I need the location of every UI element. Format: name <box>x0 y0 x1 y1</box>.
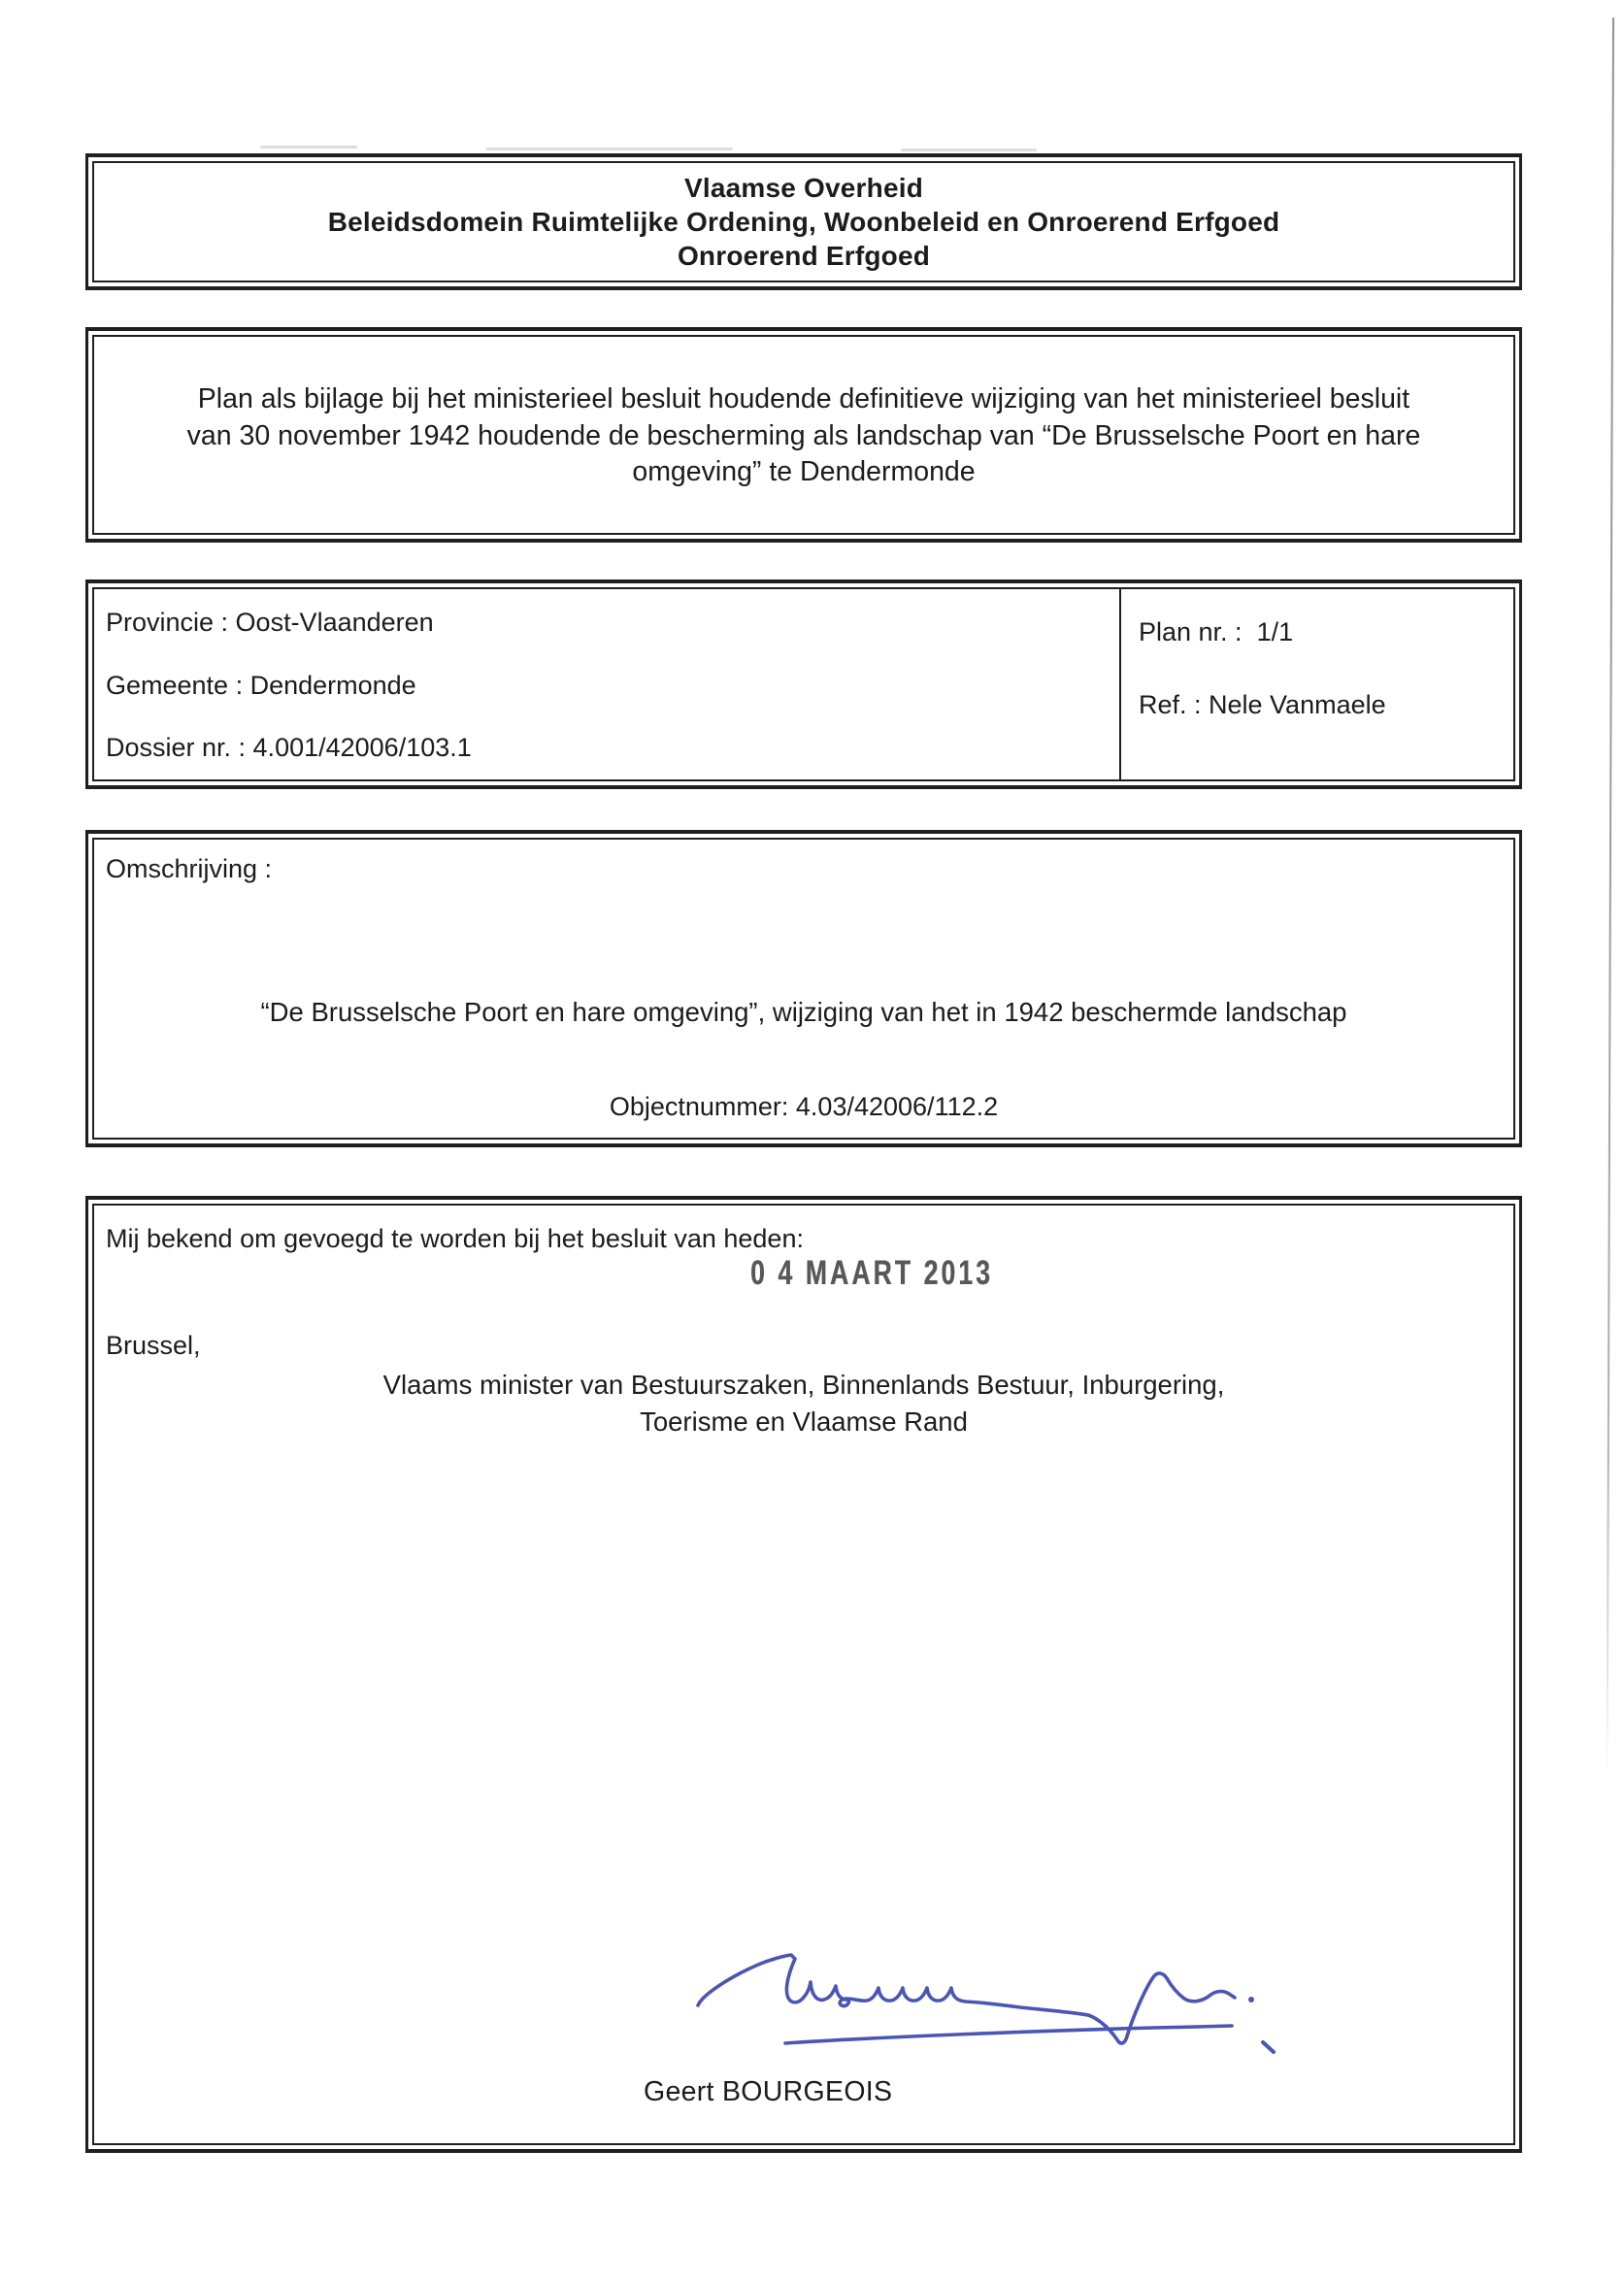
detail-dossier-nr: Dossier nr. : 4.001/42006/103.1 <box>106 733 472 762</box>
header-line-3: Onroerend Erfgoed <box>677 241 931 271</box>
plan-title-line-2: van 30 november 1942 houdende de bescherming als landschap van “De Brusselsche Poort en hare <box>186 419 1421 451</box>
details-box <box>85 579 1522 789</box>
signing-box-inner <box>92 1204 1515 2145</box>
plan-title-line-1: Plan als bijlage bij het ministerieel besluit houdende definitieve wijziging van het ministerieel besluit <box>197 383 1410 414</box>
detail-provincie: Provincie : Oost-Vlaanderen <box>106 608 434 637</box>
header-line-1: Vlaamse Overheid <box>684 173 923 203</box>
date-stamp: 0 4 MAART 2013 <box>750 1254 994 1293</box>
place-brussel: Brussel, <box>106 1331 201 1360</box>
scan-smudge <box>260 146 357 149</box>
omschrijving-box <box>85 830 1522 1147</box>
details-right-column <box>1119 589 1513 779</box>
minister-title-line-1: Vlaams minister van Bestuurszaken, Binnenlands Bestuur, Inburgering, <box>382 1370 1225 1400</box>
header-box <box>85 153 1522 290</box>
objectnummer: Objectnummer: 4.03/42006/112.2 <box>609 1092 999 1121</box>
bekend-intro-text: Mij bekend om gevoegd te worden bij het besluit van heden: <box>106 1224 804 1253</box>
omschrijving-description: “De Brusselsche Poort en hare omgeving”, wijziging van het in 1942 beschermde landschap <box>260 997 1347 1027</box>
signature-scribble <box>669 1945 1300 2069</box>
scan-smudge <box>485 148 733 150</box>
detail-plan-nr: Plan nr. : 1/1 <box>1139 617 1294 646</box>
scan-smudge <box>901 149 1037 151</box>
omschrijving-label: Omschrijving : <box>106 854 273 883</box>
plan-title-box <box>85 327 1522 543</box>
minister-title-line-2: Toerisme en Vlaamse Rand <box>640 1406 968 1437</box>
header-line-2: Beleidsdomein Ruimtelijke Ordening, Woonbeleid en Onroerend Erfgoed <box>327 207 1280 237</box>
omschrijving-box-inner <box>92 838 1515 1140</box>
scan-artifact-line <box>1607 17 1614 1779</box>
details-left-column <box>94 589 1119 779</box>
minister-title <box>94 1367 1513 1440</box>
signatory-name: Geert BOURGEOIS <box>644 2076 893 2107</box>
header-box-inner <box>92 161 1515 282</box>
detail-gemeente: Gemeente : Dendermonde <box>106 670 416 700</box>
detail-ref: Ref. : Nele Vanmaele <box>1139 690 1386 719</box>
signing-box <box>85 1196 1522 2153</box>
details-box-inner <box>92 587 1515 781</box>
plan-title-line-3: omgeving” te Dendermonde <box>632 456 976 487</box>
plan-title-box-inner <box>92 335 1515 535</box>
